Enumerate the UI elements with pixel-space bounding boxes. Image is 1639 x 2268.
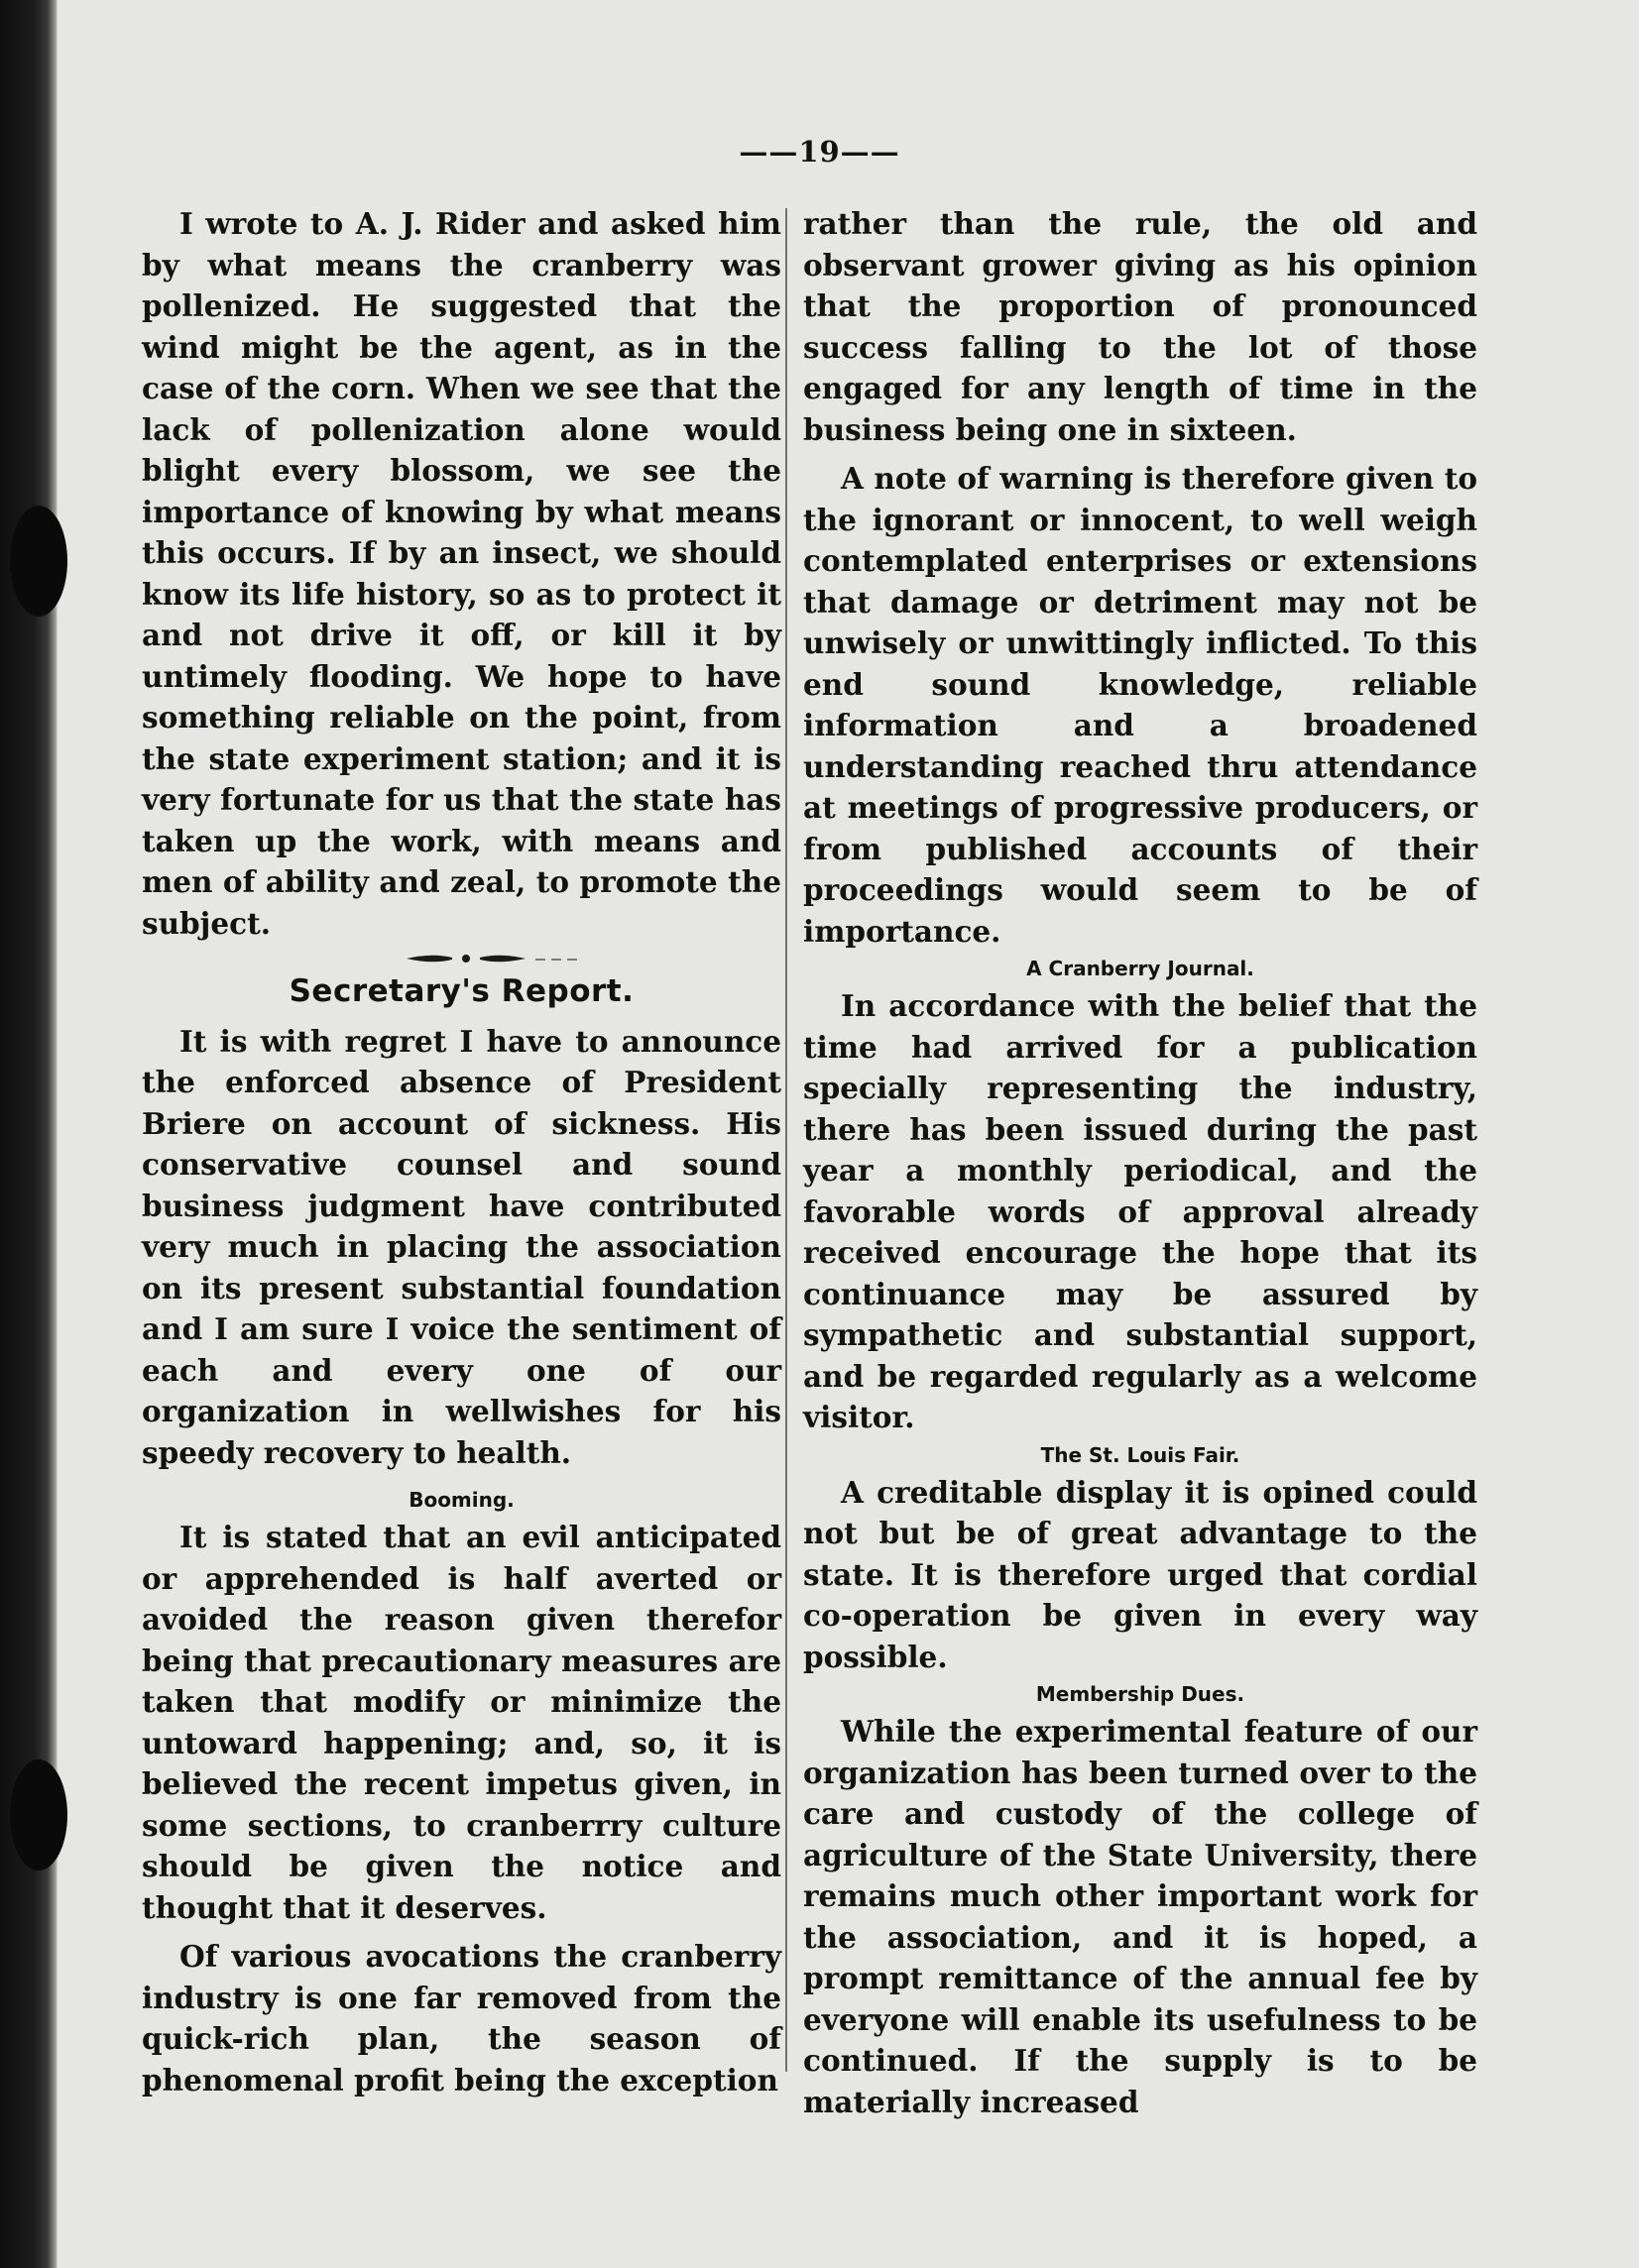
binding-strip (0, 0, 58, 2268)
binding-hole (10, 1759, 67, 1871)
section-divider-ornament (142, 950, 781, 967)
column-divider (785, 208, 787, 2072)
paragraph-secretary-report: It is with regret I have to announce the enforced absence of President Briere on account of sickness. His conservative counsel and sound business judgment have contributed very much in placing the association on its present substantial foundation and I am sure I voice the sentiment of each and every one of our organization in wellwishes for his speedy recovery to health. (142, 1023, 781, 1470)
heading-booming: Booming. (409, 1488, 515, 1512)
right-column (803, 203, 1477, 2122)
heading-st-louis-fair: The St. Louis Fair. (1040, 1442, 1240, 1467)
heading-secretary-report: Secretary's Report. (289, 973, 635, 1009)
heading-membership-dues: Membership Dues. (1035, 1682, 1245, 1706)
left-column (142, 203, 781, 2100)
heading-cranberry-journal: A Cranberry Journal. (1026, 957, 1254, 980)
paragraph-rider-pollenization: I wrote to A. J. Rider and asked him by what means the cranberry was pollenized. He suggested that the wind might be the agent, as in the case of the corn. When we see that the lack of pollenization alone would blight every blossom, we see the importance of knowing by what means this occurs. If by an insect, we should know its life history, so as to protect it and not drive it off, or kill it by untimely flooding. We hope to have something reliable on the point, from the state experiment station; and it is very fortunate for us that the state has taken up the work, with means and men of ability and zeal, to promote the subject. (142, 206, 781, 941)
paragraph-warning: A note of warning is therefore given to the ignorant or innocent, to well weigh contemplated enterprises or extensions that damage or detriment may not be unwisely or unwittingly inflicted. To this end sound knowledge, reliable information and a broadened understanding reached thru attendance at meetings of progressive producers, or from published accounts of their proceedings would seem to be of importance. (803, 461, 1477, 949)
paragraph-membership-dues: While the experimental feature of our organization has been turned over to the care and custody of the college of agriculture of the State University, there remains much other important work for the association, and it is hoped, a prompt remittance of the annual fee by everyone will enable its usefulness to be continued. If the supply is to be materially increased (803, 1714, 1477, 2119)
paragraph-booming-1: It is stated that an evil anticipated or apprehended is half averted or avoided the reason given therefor being that precautionary measures are taken that modify or minimize the untoward happening; and, so, it is believed the recent impetus given, in some sections, to cranberrry culture should be given the notice and thought that it deserves. (142, 1520, 781, 1925)
paragraph-continued: rather than the rule, the old and observant grower giving as his opinion that the proportion of pronounced success falling to the lot of those engaged for any length of time in the business being one in sixteen. (803, 206, 1477, 447)
paragraph-cranberry-journal: In accordance with the belief that the time had arrived for a publication specially representing the industry, there has been issued during the past year a monthly periodical, and the favorable words of approval already received encourage the hope that its continuance may be assured by sympathetic and substantial support, and be regarded regularly as a welcome visitor. (803, 988, 1477, 1434)
binding-hole (10, 506, 67, 617)
page-number: ——19—— (739, 135, 900, 169)
paragraph-booming-2: Of various avocations the cranberry industry is one far removed from the quick-rich plan, the season of phenomenal profit being the exception (142, 1939, 781, 2098)
paragraph-st-louis-fair: A creditable display it is opined could not but be of great advantage to the state. It is therefore urged that cordial co-operation be given in every way possible. (803, 1474, 1477, 1674)
